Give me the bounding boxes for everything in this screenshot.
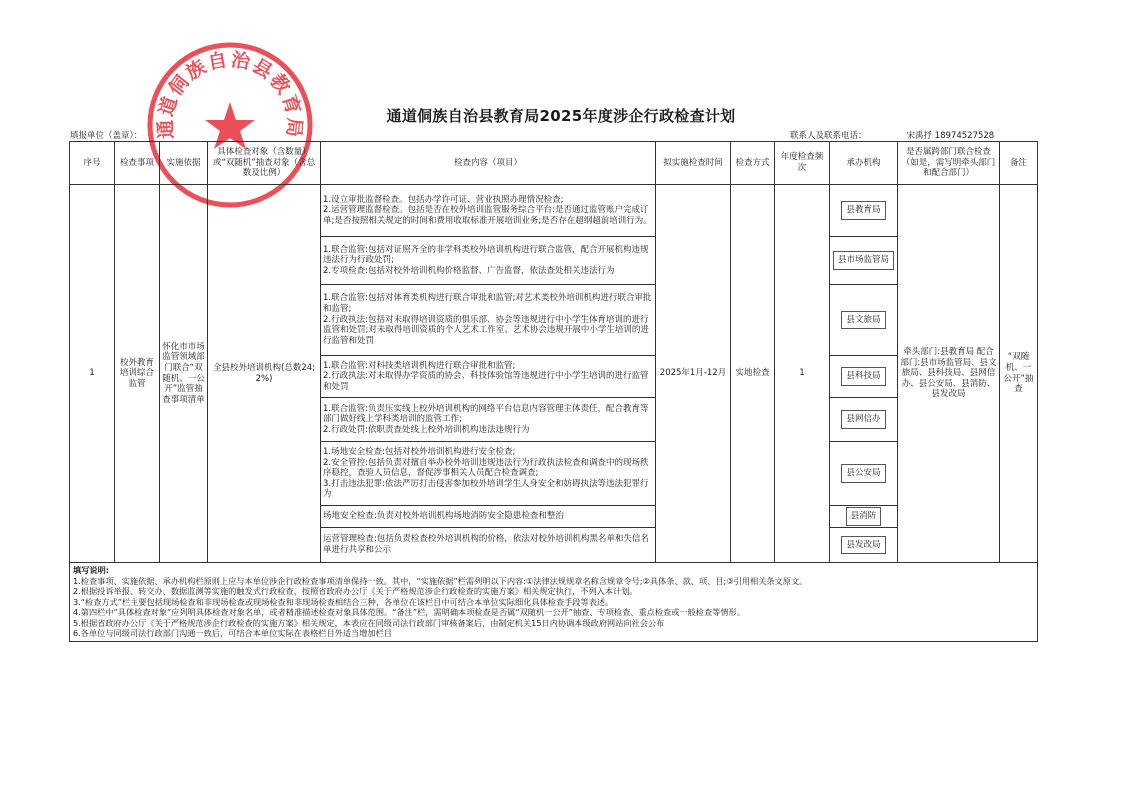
content-line: 1.联合监管:对科技类培训机构进行联合审批和监管; xyxy=(323,360,516,371)
cell-content xyxy=(321,442,656,506)
cell-org xyxy=(830,442,898,506)
content-line: 2.行政执法:对未取得办学资质的协会、科技体验馆等违规进行中小学生培训的进行监管和处罚 xyxy=(323,371,649,392)
note-line: 4.第四栏中“具体检查对象”应列明具体检查对象名单，或者精准描述检查对象具体范围。“备注”栏，需明确本项检查是否属“双随机一公开”抽查、专项检查、重点检查或一般检查等情形。 xyxy=(73,607,745,617)
header-basis: 实施依据 xyxy=(160,142,208,185)
cell-seq: 1 xyxy=(70,185,115,563)
cell-content xyxy=(321,528,656,563)
header-joint: 是否属跨部门联合检查（如是，需写明牵头部门和配合部门） xyxy=(898,142,1000,185)
cell-joint: 牵头部门:县教育局 配合部门:县市场监管局、县文旅局、县科技局、县网信办、县公安局、县消防、县发改局 xyxy=(898,185,1000,563)
cell-content xyxy=(321,398,656,442)
content-line: 1.联合监管:负责压实线上校外培训机构的网络平台信息内容管理主体责任，配合教育等部门做好线上学科类培训的监管工作; xyxy=(323,403,649,425)
contact-value: 宋禹抒 18974527528 xyxy=(906,131,995,141)
cell-content xyxy=(321,237,656,285)
cell-method: 实地检查 xyxy=(731,185,775,563)
cell-remark: “双随机、一公开”抽查 xyxy=(1000,185,1038,563)
content-line: 1.场地安全检查:包括对校外培训机构进行安全检查; xyxy=(323,446,516,457)
org-box: 县公安局 xyxy=(841,464,885,483)
content-line: 2.安全管控:包括负责对擅自举办校外培训违规违法行为行政执法检查和调查中的现场秩序稳控，查验人员信息，督促涉事相关人员配合检查调查; xyxy=(323,457,649,479)
cell-content xyxy=(321,285,656,356)
filing-unit-label: 填报单位（盖章）： xyxy=(70,131,143,141)
cell-content xyxy=(321,506,656,528)
cell-org xyxy=(830,398,898,442)
org-box: 县科技局 xyxy=(841,367,885,386)
cell-content xyxy=(321,185,656,237)
seal-text: 通道侗族自治县教育局 xyxy=(154,48,306,140)
header-content: 检查内容（项目） xyxy=(321,142,656,185)
notes-row xyxy=(70,563,1038,642)
cell-org xyxy=(830,285,898,356)
cell-target: 全县校外培训机构(总数24;2%) xyxy=(208,185,321,563)
content-line: 2.行政执法:包括对未取得培训资质的俱乐部、协会等违规进行中小学生体育培训的进行监管和处罚;对未取得培训资质的个人艺术工作室、艺术协会违规开展中小学生培训的进行监管和处罚 xyxy=(323,314,649,346)
content-line: 运营管理检查:包括负责检查校外培训机构的价格，依法对校外培训机构黑名单和失信名单进行共享和公示 xyxy=(323,534,649,555)
org-box: 县网信办 xyxy=(841,410,885,429)
fill-instructions xyxy=(70,563,1038,642)
contact-label: 联系人及联系电话： xyxy=(790,131,867,141)
content-line: 2.运营管理监督检查。包括是否在校外培训监管服务综合平台:是否通过监管账户完成订单;是否按照相关规定的时间和费用收取标准开展培训业务;是否存在超纲超前培训行为。 xyxy=(323,205,652,226)
header-row xyxy=(70,142,1038,185)
document-title: 通道侗族自治县教育局2025年度涉企行政检查计划 xyxy=(386,107,736,125)
cell-org xyxy=(830,528,898,563)
org-box: 县教育局 xyxy=(841,201,885,220)
content-line: 场地安全检查:负责对校外培训机构场地消防安全隐患检查和整治 xyxy=(323,511,564,522)
notes-title: 填写说明: xyxy=(73,565,110,575)
content-line: 2.行政处罚:依职责查处线上校外培训机构违法违规行为 xyxy=(323,424,530,435)
note-line: 2.根据投诉举报、转交办、数据监测等实施的触发式行政检查，按照省政府办公厅《关于严格规范涉企行政检查的实施方案》相关规定执行，不列入本计划。 xyxy=(73,586,638,596)
content-line: 2.专项检查:包括对校外培训机构价格监督、广告监督，依法查处相关违法行为 xyxy=(323,265,615,276)
header-seq: 序号 xyxy=(70,142,115,185)
cell-org xyxy=(830,185,898,237)
org-box: 县文旅局 xyxy=(841,311,885,330)
contact-info xyxy=(790,129,994,141)
header-target: 具体检查对象（含数量）或“双随机”抽查对象（含总数及比例） xyxy=(208,142,321,185)
org-box: 县市场监管局 xyxy=(833,251,894,270)
note-line: 6.各单位与同级司法行政部门沟通一致后，可结合本单位实际在表格栏目外适当增加栏目 xyxy=(73,628,392,638)
org-box: 县消防 xyxy=(846,507,882,526)
content-line: 1.设立审批监督检查。包括办学许可证、营业执照办理情况检查; xyxy=(323,194,564,205)
header-remark: 备注 xyxy=(1000,142,1038,185)
content-line: 1.联合监管:包括对体育类机构进行联合审批和监管;对艺术类校外培训机构进行联合审批和监管; xyxy=(323,293,652,315)
cell-org xyxy=(830,356,898,398)
note-line: 5.根据省政府办公厅《关于严格规范涉企行政检查的实施方案》相关规定，本表应在同级司法行政部门审核备案后，由制定机关15日内协调本级政府网站向社会公布 xyxy=(73,617,665,628)
cell-time: 2025年1月-12月 xyxy=(656,185,731,563)
inspection-plan-table xyxy=(69,141,1038,642)
table-row xyxy=(70,185,1038,237)
cell-basis: 怀化市市场监管领域部门联合“双随机、一公开”监管抽查事项清单 xyxy=(160,185,208,563)
note-line: 1.检查事项、实施依据、承办机构栏原则上应与本单位涉企行政检查事项清单保持一致。其中，“实施依据”栏需列明以下内容:①法律法规规章名称含规章令号;②具体条、款、项、目;③引用相关条文原文。 xyxy=(73,575,808,586)
header-item: 检查事项 xyxy=(115,142,160,185)
cell-org xyxy=(830,237,898,285)
note-line: 3.“检查方式”栏主要包括现场检查和非现场检查或现场检查和非现场检查相结合三种，各单位在该栏目中可结合本单位实际细化具体检查手段等表述。 xyxy=(73,596,614,607)
header-freq: 年度检查频次 xyxy=(775,142,830,185)
content-line: 3.打击违法犯罪:依法严厉打击侵害参加校外培训学生人身安全和妨碍执法等违法犯罪行为 xyxy=(323,478,649,500)
cell-item: 校外教育培训综合监管 xyxy=(115,185,160,563)
org-box: 县发改局 xyxy=(841,536,885,555)
header-time: 拟实施检查时间 xyxy=(656,142,731,185)
content-line: 1.联合监管:包括对证照齐全的非学科类校外培训机构进行联合监管，配合开展机构违规违法行为行政处罚; xyxy=(323,244,649,266)
cell-content xyxy=(321,356,656,398)
cell-org xyxy=(830,506,898,528)
cell-freq: 1 xyxy=(775,185,830,563)
header-method: 检查方式 xyxy=(731,142,775,185)
header-org: 承办机构 xyxy=(830,142,898,185)
